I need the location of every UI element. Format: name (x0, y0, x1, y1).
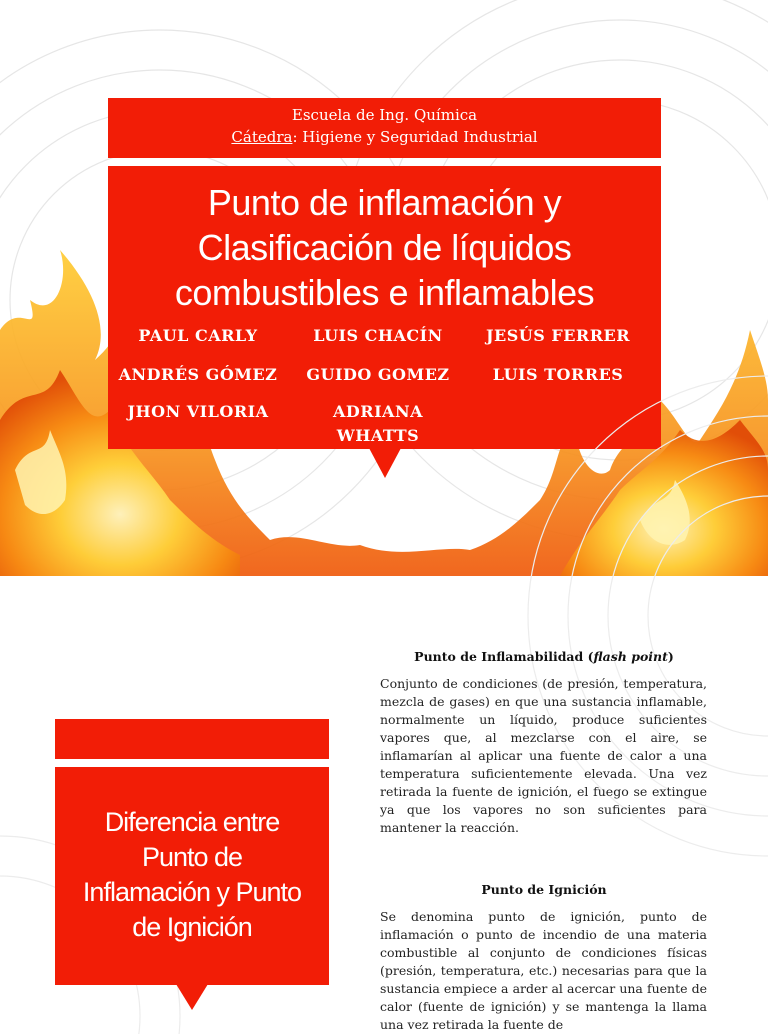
title-panel (108, 166, 661, 449)
flash-point-heading-end: ) (667, 649, 674, 664)
author-name: LUIS TORRES (492, 365, 624, 384)
flash-point-heading (380, 649, 708, 664)
author-name: LUIS CHACÍN (313, 326, 443, 345)
school-header (108, 98, 661, 158)
catedra-label: Cátedra (231, 128, 293, 146)
school-name: Escuela de Ing. Química (291, 106, 478, 124)
catedra-line (108, 126, 661, 148)
title-line-1: Punto de inflamación y (207, 182, 562, 223)
author-name: PAUL CARLY (138, 326, 258, 345)
author-name: WHATTS (336, 426, 420, 445)
difference-title-line-1: Diferencia entre (104, 807, 280, 837)
flash-point-paragraph: Conjunto de condiciones (de presión, temperatura, mezcla de gases) en que una sustancia inflamable, normalmente un líquido, produce suficientes vapores que, al mezclarse con el aire, se inflamarían al aplicar una fuente de calor a una temperatura suficientemente elevada. Una vez retirada la fuente de ignición, el fuego se extingue ya que los vapores no son suficientes para mantener la reacción. (380, 676, 707, 835)
author-name: JHON VILORIA (127, 402, 269, 421)
flash-point-heading-italic: flash point (593, 649, 668, 664)
difference-panel (55, 767, 329, 985)
pointer-triangle (176, 984, 208, 1010)
difference-title-line-2: Punto de (141, 842, 243, 872)
author-name: GUIDO GOMEZ (306, 365, 450, 384)
ignition-point-heading: Punto de Ignición (481, 882, 607, 897)
author-name: ADRIANA (332, 402, 424, 421)
slide-title (108, 180, 661, 315)
accent-bar (55, 719, 329, 759)
content-slide (0, 576, 768, 1032)
difference-title (55, 805, 329, 945)
author-name: JESÚS FERRER (485, 326, 631, 345)
flash-point-heading-main: Punto de Inflamabilidad ( (414, 649, 594, 664)
catedra-value: : Higiene y Seguridad Industrial (292, 128, 538, 146)
title-line-3: combustibles e inflamables (174, 272, 595, 313)
difference-title-line-3: Inflamación y Punto (82, 877, 302, 907)
difference-title-line-4: de Ignición (132, 912, 252, 942)
pointer-triangle (369, 448, 401, 478)
title-line-2: Clasificación de líquidos (197, 227, 572, 268)
ignition-point-paragraph: Se denomina punto de ignición, punto de inflamación o punto de incendio de una materia combustible al conjunto de condiciones físicas (presión, temperatura, etc.) necesarias para que la sustancia empiece a arder al acercar una fuente de calor (fuente de ignición) y se mantenga la llama una vez retirada la fuente de (380, 909, 707, 1032)
author-name: ANDRÉS GÓMEZ (118, 365, 278, 384)
